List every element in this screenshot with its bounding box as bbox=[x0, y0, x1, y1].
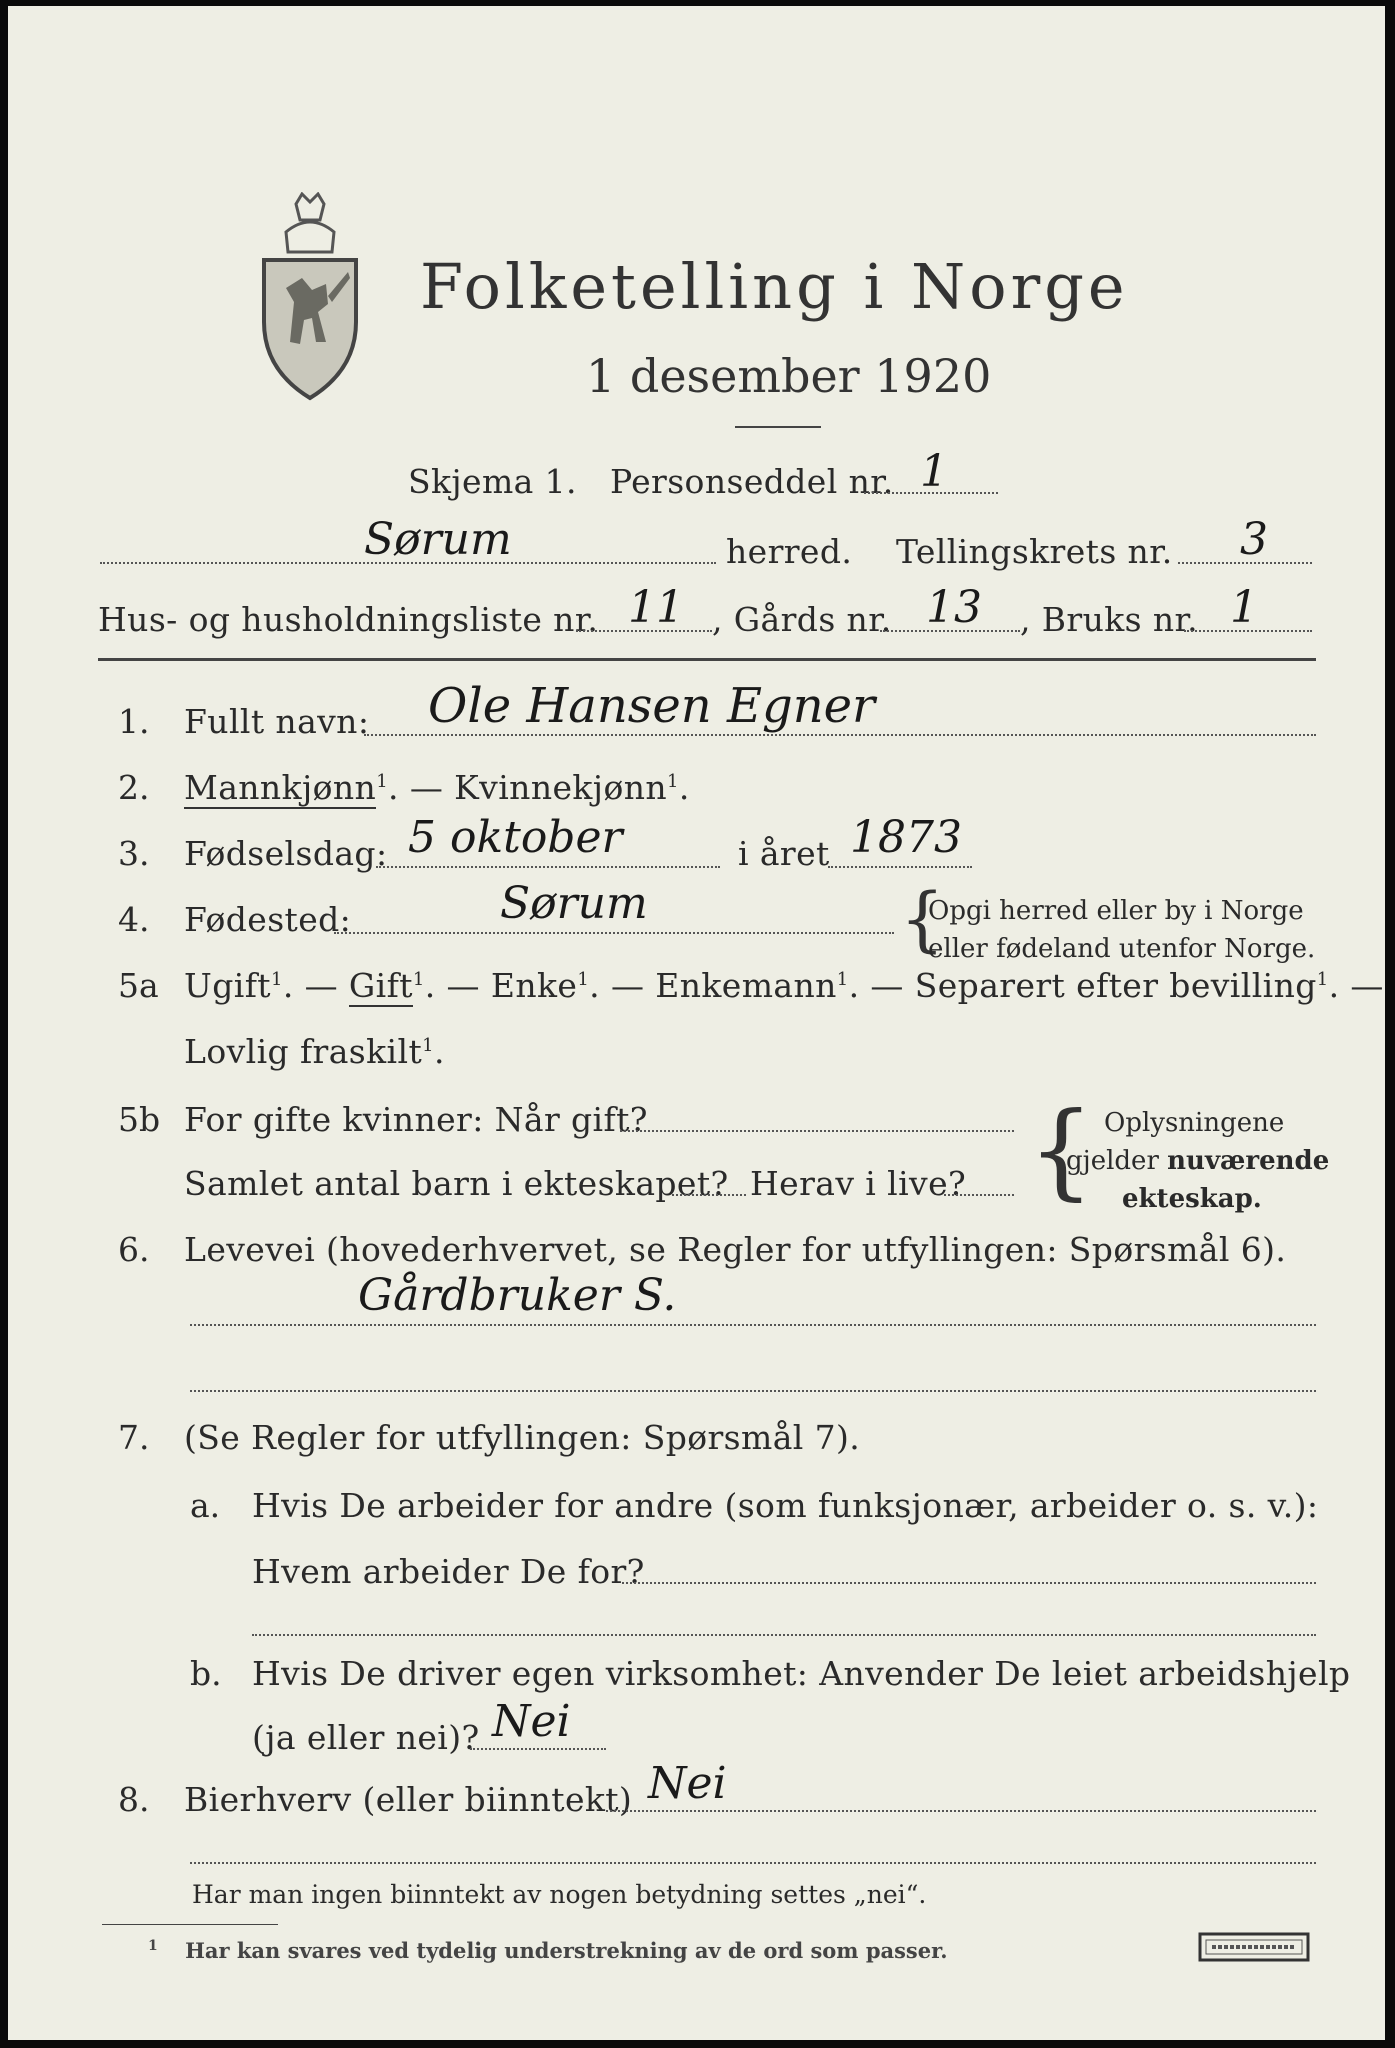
brace-left: { bbox=[1028, 1089, 1095, 1211]
norwegian-lion-crest-icon bbox=[256, 192, 364, 402]
q4-number: 4. bbox=[118, 900, 150, 939]
schema-label: Skjema 1. bbox=[408, 462, 577, 501]
employer-field-2[interactable] bbox=[252, 1634, 1316, 1636]
section-divider bbox=[98, 658, 1316, 661]
q7a-label-1: Hvis De arbeider for andre (som funksjonær, arbeider o. s. v.): bbox=[252, 1486, 1319, 1525]
footnote-marker: 1 bbox=[577, 969, 590, 990]
footnote-marker: 1 bbox=[422, 1035, 434, 1056]
separator: . — bbox=[424, 966, 491, 1005]
q7a-number: a. bbox=[190, 1486, 221, 1525]
year-label: i året bbox=[738, 834, 830, 873]
full-name-field[interactable] bbox=[364, 734, 1316, 736]
note-emphasis: nuværende bbox=[1167, 1146, 1330, 1176]
terminator: . bbox=[678, 768, 690, 807]
option-male[interactable]: Mannkjønn bbox=[184, 768, 377, 807]
footnote-marker: 1 bbox=[836, 969, 849, 990]
bruks-label: , Bruks nr. bbox=[1020, 600, 1198, 639]
footnote-number: 1 bbox=[148, 1938, 158, 1954]
tellingskrets-value: 3 bbox=[1240, 514, 1268, 565]
separator: . — bbox=[589, 966, 656, 1005]
hired-help-value: Nei bbox=[492, 1696, 571, 1747]
personseddel-value: 1 bbox=[920, 446, 948, 497]
separator: . — bbox=[848, 966, 915, 1005]
q2-number: 2. bbox=[118, 768, 150, 807]
form-title: Folketelling i Norge bbox=[420, 250, 1129, 323]
marriage-note-2 bbox=[1066, 1142, 1329, 1180]
herred-label: herred. bbox=[726, 532, 853, 571]
option-divorced[interactable]: Lovlig fraskilt bbox=[184, 1032, 423, 1071]
marital-options bbox=[184, 966, 1384, 1005]
note-text: gjelder bbox=[1066, 1146, 1168, 1176]
q8-number: 8. bbox=[118, 1780, 150, 1819]
sex-options bbox=[184, 768, 690, 807]
side-income-field-2[interactable] bbox=[190, 1862, 1316, 1864]
footnote-marker: 1 bbox=[270, 969, 283, 990]
personseddel-label: Personseddel nr. bbox=[610, 462, 894, 501]
hired-help-field[interactable] bbox=[470, 1748, 606, 1750]
q5a-number: 5a bbox=[118, 966, 159, 1005]
separator: . — bbox=[388, 768, 455, 807]
occupation-field-1[interactable] bbox=[190, 1324, 1316, 1326]
when-married-field[interactable] bbox=[620, 1130, 1014, 1132]
q1-label: Fullt navn: bbox=[184, 702, 370, 741]
herred-value: Sørum bbox=[364, 514, 512, 565]
q4-label: Fødested: bbox=[184, 900, 352, 939]
footnote-text: Har kan svares ved tydelig understrekning av de ord som passer. bbox=[185, 1938, 948, 1963]
footnote-divider bbox=[102, 1924, 278, 1925]
q5b-alive-label: Herav i live? bbox=[750, 1164, 967, 1203]
q7b-number: b. bbox=[190, 1654, 222, 1693]
option-widow[interactable]: Enke bbox=[490, 966, 578, 1005]
birth-year-value: 1873 bbox=[850, 812, 962, 863]
option-female[interactable]: Kvinnekjønn bbox=[454, 768, 668, 807]
husliste-label: Hus- og husholdningsliste nr. bbox=[98, 600, 599, 639]
full-name-value: Ole Hansen Egner bbox=[428, 678, 875, 734]
q7-label: (Se Regler for utfyllingen: Spørsmål 7). bbox=[184, 1418, 861, 1457]
terminator: . bbox=[433, 1032, 445, 1071]
marriage-note-1: Oplysningene bbox=[1104, 1108, 1285, 1138]
tellingskrets-label: Tellingskrets nr. bbox=[896, 532, 1173, 571]
q3-label: Fødselsdag: bbox=[184, 834, 388, 873]
gards-label: , Gårds nr. bbox=[712, 600, 892, 639]
q5b-number: 5b bbox=[118, 1100, 161, 1139]
q3-number: 3. bbox=[118, 834, 150, 873]
divorced-line bbox=[184, 1032, 445, 1071]
option-separated[interactable]: Separert efter bevilling bbox=[914, 966, 1317, 1005]
q8-label: Bierhverv (eller biinntekt) bbox=[184, 1780, 633, 1819]
separator: . — bbox=[282, 966, 349, 1005]
birthday-field[interactable] bbox=[376, 866, 720, 868]
children-total-field[interactable] bbox=[672, 1194, 746, 1196]
occupation-value: Gårdbruker S. bbox=[358, 1270, 677, 1321]
birth-year-field[interactable] bbox=[828, 866, 972, 868]
birthplace-note-1: Opgi herred eller by i Norge bbox=[928, 896, 1304, 926]
birthplace-value: Sørum bbox=[500, 878, 648, 929]
occupation-field-2[interactable] bbox=[190, 1390, 1316, 1392]
no-income-note: Har man ingen biinntekt av nogen betydning settes „nei“. bbox=[192, 1880, 927, 1909]
birthplace-note-2: eller fødeland utenfor Norge. bbox=[928, 934, 1316, 964]
option-unmarried[interactable]: Ugift bbox=[184, 966, 271, 1005]
printer-stamp-icon bbox=[1198, 1932, 1310, 1962]
option-married[interactable]: Gift bbox=[348, 966, 413, 1005]
footnote-marker: 1 bbox=[412, 969, 425, 990]
q1-number: 1. bbox=[118, 702, 150, 741]
birthday-value: 5 oktober bbox=[408, 812, 623, 863]
employer-field-1[interactable] bbox=[622, 1582, 1316, 1584]
terminator: . — bbox=[1328, 966, 1384, 1005]
footnote-marker: 1 bbox=[376, 771, 389, 792]
footnote bbox=[148, 1938, 948, 1963]
title-divider bbox=[735, 426, 821, 428]
census-date: 1 desember 1920 bbox=[586, 349, 992, 403]
q5b-when-married-label: For gifte kvinner: Når gift? bbox=[184, 1100, 648, 1139]
q7a-label-2: Hvem arbeider De for? bbox=[252, 1552, 645, 1591]
q6-number: 6. bbox=[118, 1230, 150, 1269]
census-form-sheet bbox=[8, 6, 1385, 2040]
children-alive-field[interactable] bbox=[944, 1194, 1014, 1196]
husliste-value: 11 bbox=[628, 582, 684, 633]
brace-left: { bbox=[900, 878, 945, 960]
bruks-value: 1 bbox=[1230, 582, 1258, 633]
q7-number: 7. bbox=[118, 1418, 150, 1457]
q7b-label-2: (ja eller nei)? bbox=[252, 1718, 480, 1757]
gards-value: 13 bbox=[926, 582, 982, 633]
footnote-marker: 1 bbox=[1316, 969, 1329, 990]
q7b-label-1: Hvis De driver egen virksomhet: Anvender De leiet arbeidshjelp bbox=[252, 1654, 1351, 1693]
side-income-field-1[interactable] bbox=[606, 1810, 1316, 1812]
birthplace-field[interactable] bbox=[334, 932, 894, 934]
q6-label: Levevei (hovederhvervet, se Regler for utfyllingen: Spørsmål 6). bbox=[184, 1230, 1287, 1269]
marriage-note-3: ekteskap. bbox=[1122, 1184, 1262, 1214]
option-widower[interactable]: Enkemann bbox=[655, 966, 837, 1005]
side-income-value: Nei bbox=[648, 1758, 727, 1809]
footnote-marker: 1 bbox=[667, 771, 679, 792]
q5b-children-label: Samlet antal barn i ekteskapet? bbox=[184, 1164, 729, 1203]
